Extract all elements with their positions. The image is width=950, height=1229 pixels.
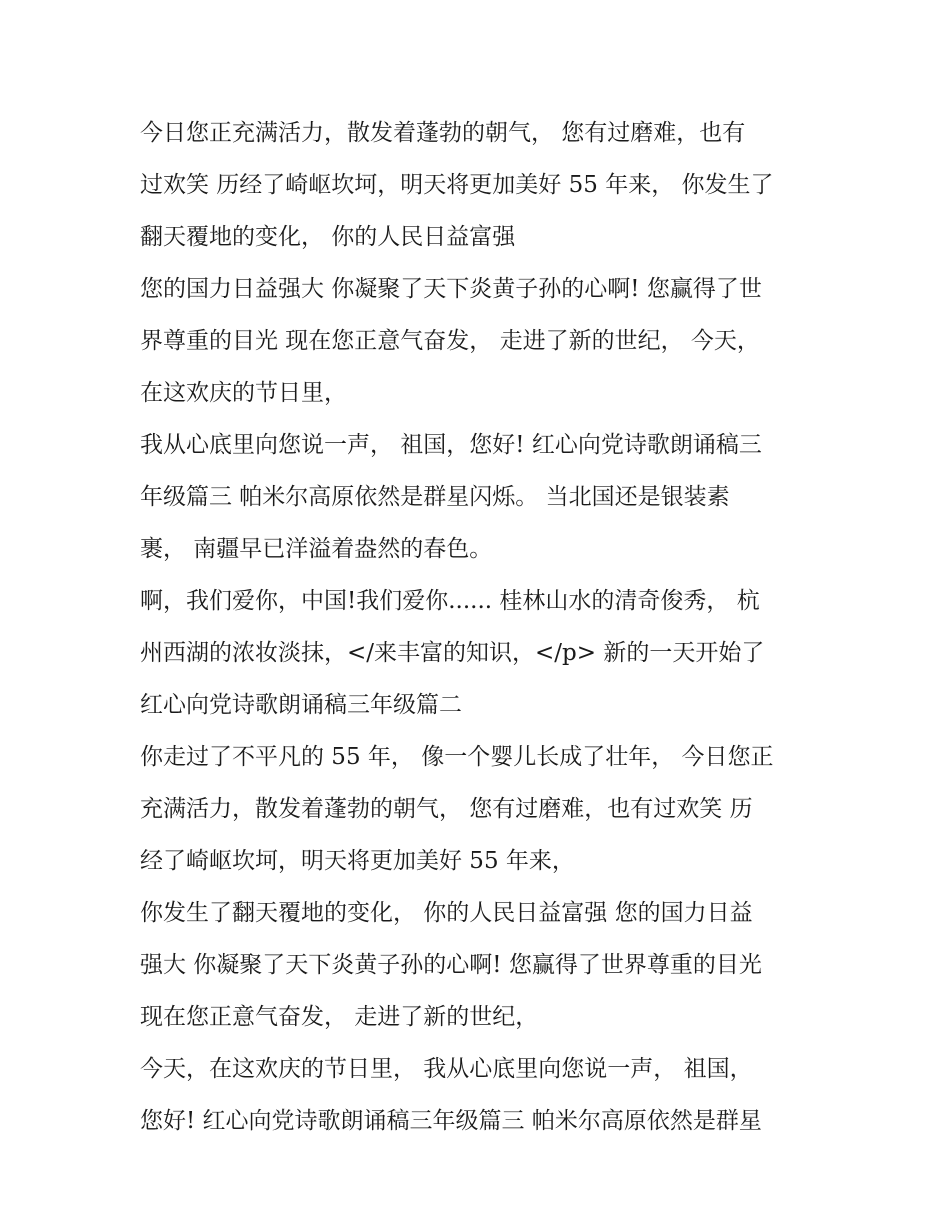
- text-line: 我从心底里向您说一声， 祖国，您好! 红心向党诗歌朗诵稿三: [140, 432, 762, 458]
- text-line: 在这欢庆的节日里，: [140, 380, 347, 406]
- text-line: 您好! 红心向党诗歌朗诵稿三年级篇三 帕米尔高原依然是群星: [140, 1108, 762, 1134]
- text-line: 强大 你凝聚了天下炎黄子孙的心啊! 您赢得了世界尊重的目光: [140, 952, 762, 978]
- text-line: 今日您正充满活力，散发着蓬勃的朝气， 您有过磨难，也有: [140, 120, 746, 146]
- text-line: 充满活力，散发着蓬勃的朝气， 您有过磨难，也有过欢笑 历: [140, 796, 753, 822]
- text-line: 州西湖的浓妆淡抹，</来丰富的知识，</p> 新的一天开始了: [140, 640, 765, 666]
- text-line: 今天，在这欢庆的节日里， 我从心底里向您说一声， 祖国，: [140, 1056, 753, 1082]
- text-line: 您的国力日益强大 你凝聚了天下炎黄子孙的心啊! 您赢得了世: [140, 276, 762, 302]
- text-line: 经了崎岖坎坷，明天将更加美好 55 年来，: [140, 848, 575, 874]
- document-body: [140, 107, 820, 1147]
- text-line: 你发生了翻天覆地的变化， 你的人民日益富强 您的国力日益: [140, 900, 753, 926]
- text-line: 啊，我们爱你，中国!我们爱你...... 桂林山水的清奇俊秀， 杭: [140, 588, 760, 614]
- text-line: 裹， 南疆早已洋溢着盎然的春色。: [140, 536, 493, 562]
- text-line: 界尊重的目光 现在您正意气奋发， 走进了新的世纪， 今天，: [140, 328, 760, 354]
- text-line: 过欢笑 历经了崎岖坎坷，明天将更加美好 55 年来， 你发生了: [140, 172, 774, 198]
- text-line: 现在您正意气奋发， 走进了新的世纪，: [140, 1004, 539, 1030]
- text-line: 你走过了不平凡的 55 年， 像一个婴儿长成了壮年， 今日您正: [140, 744, 774, 770]
- text-line: 翻天覆地的变化， 你的人民日益富强: [140, 224, 516, 250]
- section-heading: 红心向党诗歌朗诵稿三年级篇二: [140, 692, 462, 718]
- text-line: 年级篇三 帕米尔高原依然是群星闪烁。 当北国还是银装素: [140, 484, 730, 510]
